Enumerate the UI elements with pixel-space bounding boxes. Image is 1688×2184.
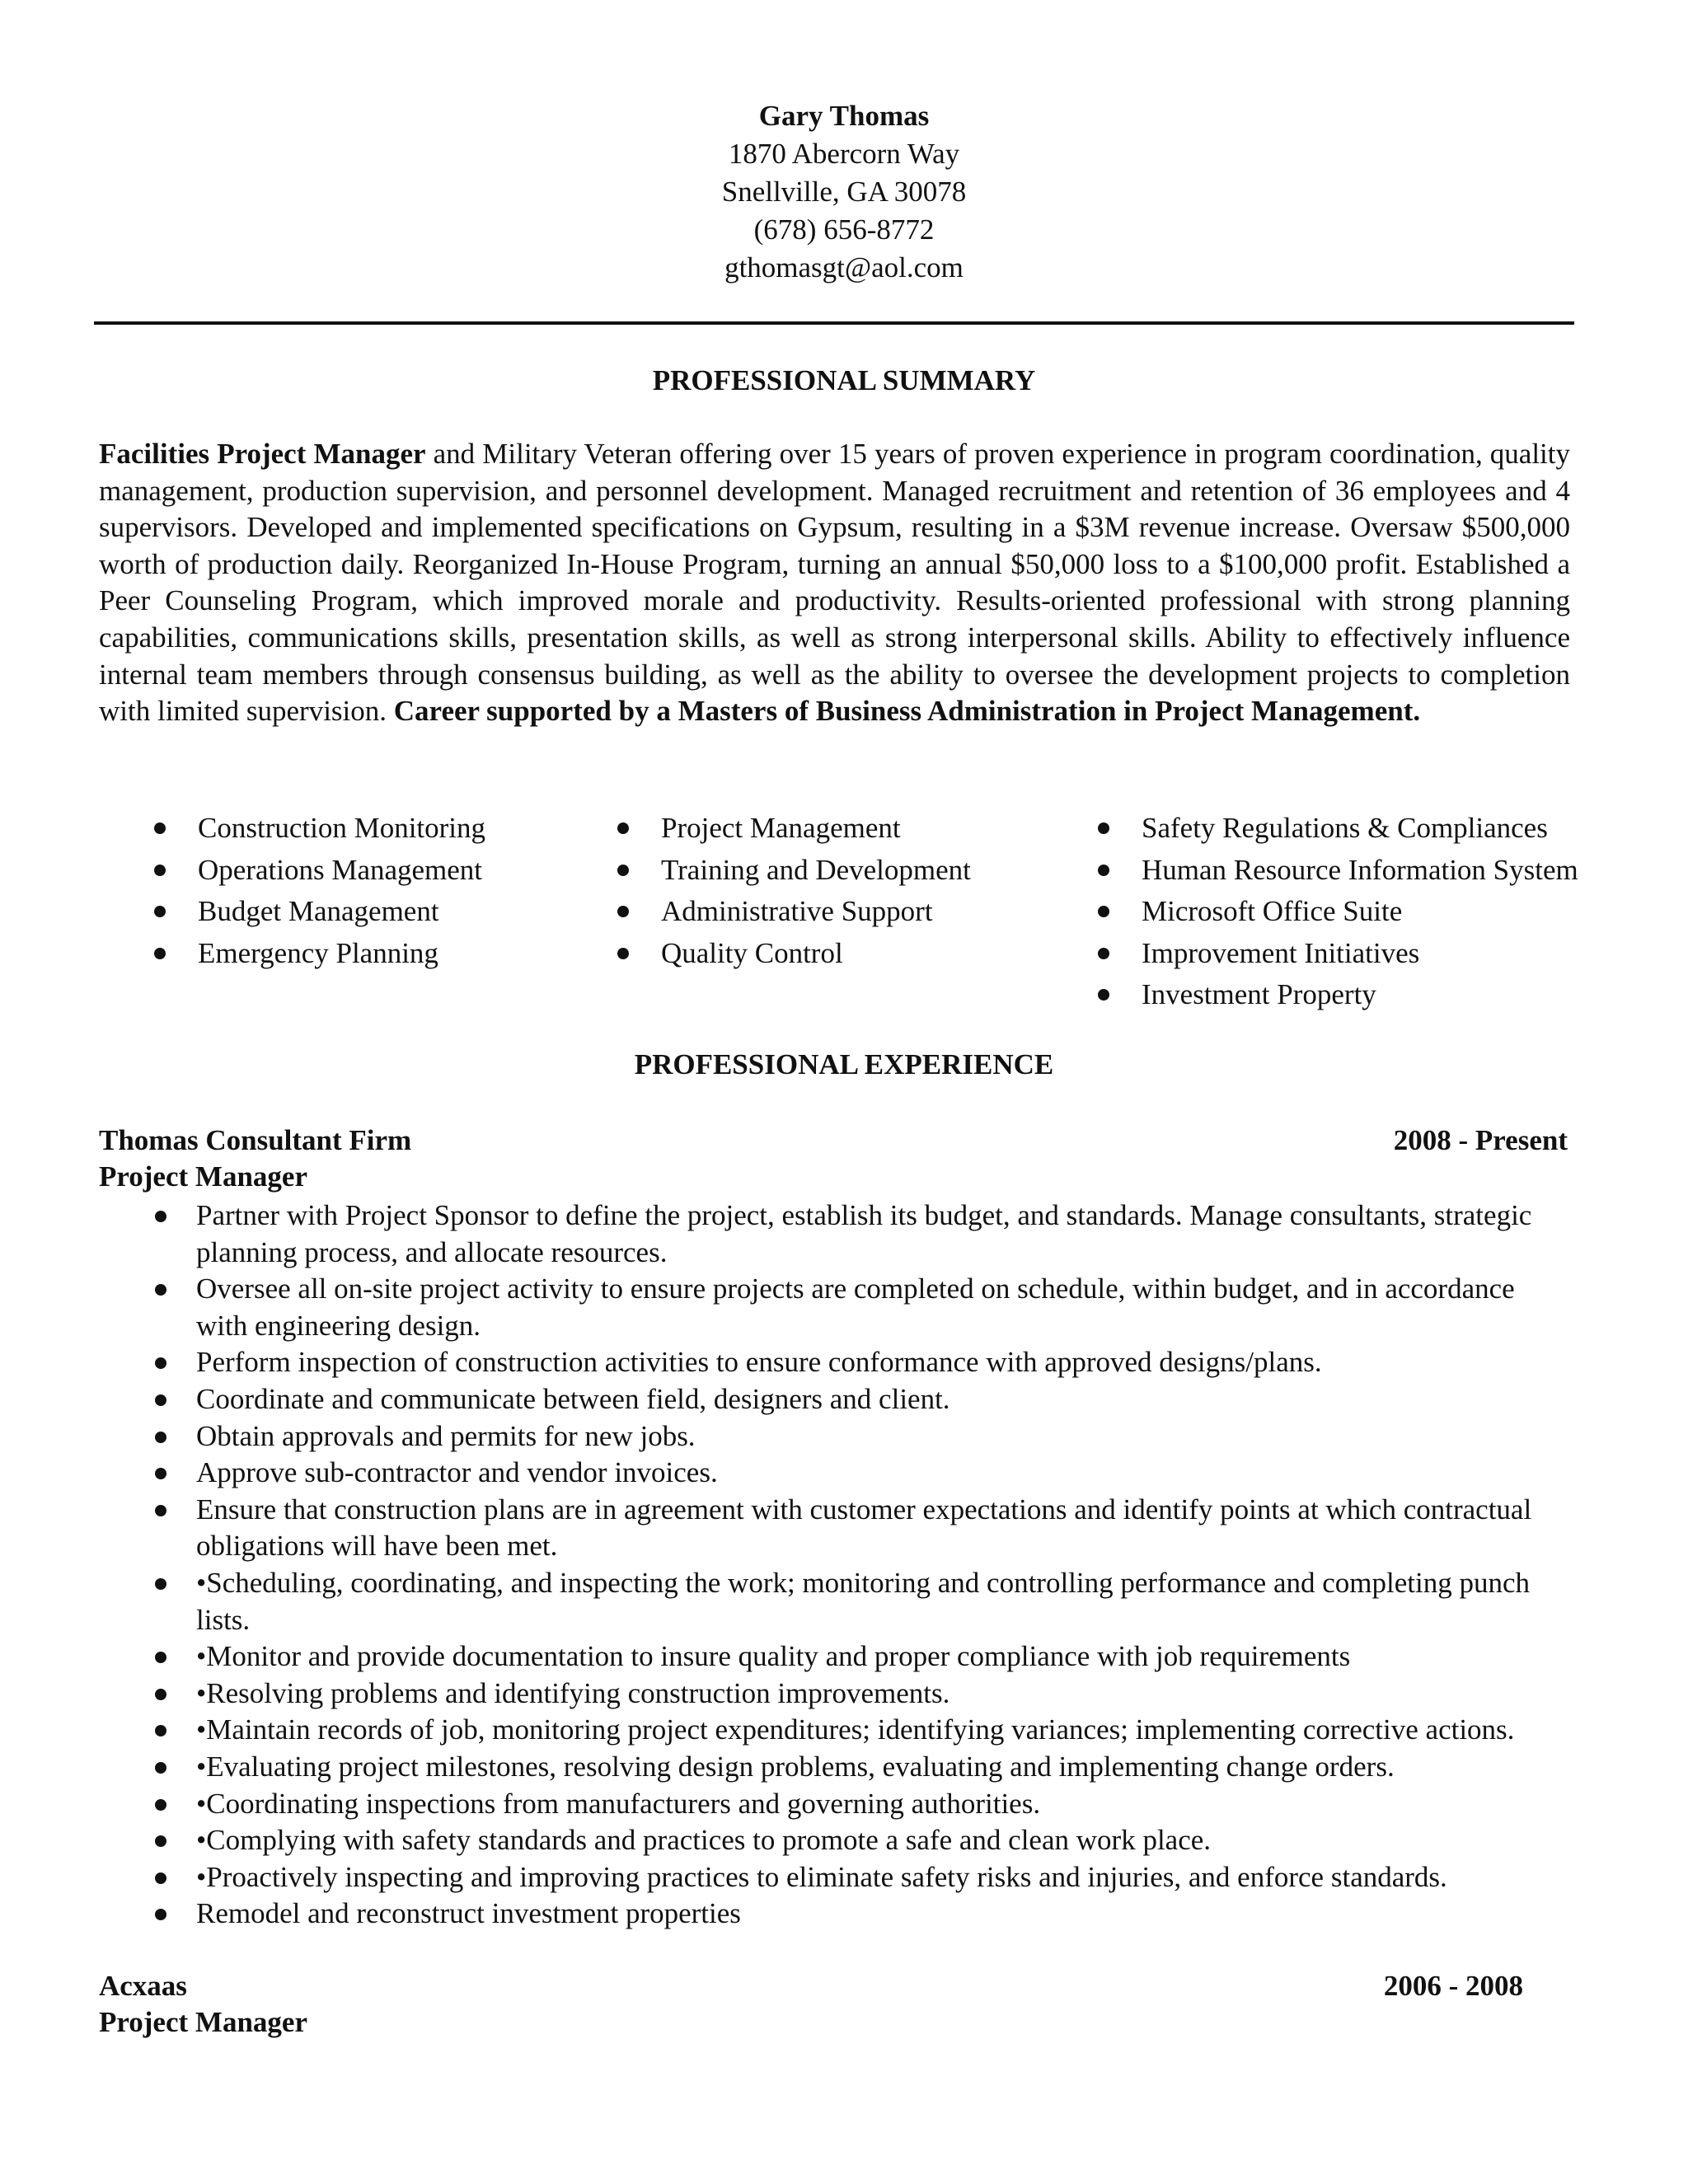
skill-item: [661, 933, 971, 975]
bullet-icon: [155, 1909, 166, 1920]
phone-number: (678) 656-8772: [753, 213, 935, 246]
bullet-icon: [1098, 989, 1109, 1001]
skill-item-text: Training and Development: [661, 853, 971, 886]
bullet-icon: [617, 948, 629, 959]
duty-item: [196, 1344, 1564, 1381]
skill-item: [198, 850, 485, 892]
bullet-icon: [155, 1725, 166, 1736]
skill-item: [661, 891, 971, 933]
duty-item-text: Partner with Project Sponsor to define the project, establish its budget, and standards. Manage consultants, strategic planning process, and allocate resources.: [196, 1199, 1532, 1268]
bullet-icon: [155, 1578, 166, 1590]
bullet-icon: [1098, 948, 1109, 959]
skill-item-text: Improvement Initiatives: [1142, 936, 1420, 969]
duty-item: [196, 1418, 1564, 1455]
duty-item: [196, 1896, 1564, 1933]
duty-item-text: Oversee all on-site project activity to ensure projects are completed on schedule, within budget, and in accordance with engineering design.: [196, 1272, 1515, 1342]
bullet-icon: [1098, 906, 1109, 917]
skill-item-text: Quality Control: [661, 936, 843, 969]
bullet-icon: [1098, 865, 1109, 876]
duty-item: [196, 1381, 1564, 1418]
skill-item: [198, 891, 485, 933]
skill-item-text: Human Resource Information System: [1142, 853, 1578, 886]
duty-item-text: Approve sub-contractor and vendor invoices.: [196, 1456, 718, 1489]
header-divider: [94, 321, 1574, 325]
bullet-icon: [155, 1432, 166, 1443]
duty-item-text: Remodel and reconstruct investment properties: [196, 1897, 741, 1930]
bullet-icon: [155, 1835, 166, 1847]
candidate-name: Gary Thomas: [758, 100, 930, 132]
skill-item: [198, 808, 485, 850]
job-1-duties: [196, 1197, 1564, 1933]
skills-column-3: [1142, 808, 1578, 1016]
skill-item: [1142, 891, 1578, 933]
skills-column-2: [661, 808, 971, 974]
duty-item-text: Ensure that construction plans are in agreement with customer expectations and identify points at which contractual obligations will have been met.: [196, 1493, 1532, 1563]
duty-item: [196, 1455, 1564, 1492]
duty-item-text: •Resolving problems and identifying construction improvements.: [196, 1676, 950, 1709]
duty-item-text: •Monitor and provide documentation to insure quality and proper compliance with job requirements: [196, 1640, 1351, 1673]
skill-item-text: Safety Regulations & Compliances: [1142, 812, 1548, 844]
job-2-company: Acxaas: [99, 1970, 187, 2002]
summary-paragraph: [99, 436, 1570, 730]
duty-item: [196, 1271, 1564, 1344]
skill-item-text: Operations Management: [198, 853, 483, 886]
job-1-company: Thomas Consultant Firm: [99, 1124, 412, 1156]
bullet-icon: [154, 948, 166, 959]
duty-item: [196, 1749, 1564, 1786]
duty-item-text: Coordinate and communicate between field, designers and client.: [196, 1382, 950, 1415]
bullet-icon: [155, 1689, 166, 1700]
skill-item-text: Emergency Planning: [198, 936, 438, 969]
duty-item-text: •Complying with safety standards and practices to promote a safe and clean work place.: [196, 1824, 1212, 1857]
bullet-icon: [617, 823, 629, 834]
bullet-icon: [155, 1652, 166, 1663]
summary-lead: Facilities Project Manager: [99, 438, 426, 470]
bullet-icon: [155, 1284, 166, 1296]
bullet-icon: [155, 1872, 166, 1884]
duty-item-text: •Scheduling, coordinating, and inspecting the work; monitoring and controlling performance and completing punch lists.: [196, 1566, 1530, 1636]
duty-item: [196, 1197, 1564, 1271]
duty-item: [196, 1492, 1564, 1565]
contact-header: [0, 97, 1688, 287]
duty-item: [196, 1638, 1564, 1675]
email-address: gthomasgt@aol.com: [724, 251, 964, 284]
duty-item: [196, 1712, 1564, 1749]
skill-item: [661, 808, 971, 850]
bullet-icon: [155, 1762, 166, 1774]
skill-item-text: Construction Monitoring: [198, 812, 486, 844]
skill-item-text: Budget Management: [198, 895, 439, 927]
bullet-icon: [154, 865, 166, 876]
skill-item: [1142, 850, 1578, 892]
bullet-icon: [155, 1357, 166, 1369]
duty-item-text: Obtain approvals and permits for new jobs.: [196, 1419, 696, 1452]
city-state-zip: Snellville, GA 30078: [721, 176, 967, 208]
bullet-icon: [155, 1468, 166, 1479]
duty-item: [196, 1786, 1564, 1823]
bullet-icon: [155, 1211, 166, 1222]
bullet-icon: [617, 906, 629, 917]
summary-body: and Military Veteran offering over 15 years of proven experience in program coordination, quality management, production supervision, and personnel development. Managed recruitment and retention of 36 employees and 4 supervisors. Developed and implemented specifications on Gypsum, resulting in a $3M revenue increase. Oversaw $500,000 worth of production daily. Reorganized In-House Program, turning an annual $50,000 loss to a $100,000 profit. Established a Peer Counseling Program, which improved morale and productivity. Results-oriented professional with strong planning capabilities, communications skills, presentation skills, as well as strong interpersonal skills. Ability to effectively influence internal team members through consensus building, as well as the ability to oversee the development projects to completion with limited supervision.: [99, 438, 1570, 728]
duty-item-text: Perform inspection of construction activities to ensure conformance with approved designs/plans.: [196, 1346, 1322, 1379]
duty-item: [196, 1822, 1564, 1859]
bullet-icon: [154, 906, 166, 917]
summary-closing: Career supported by a Masters of Business Administration in Project Management.: [393, 695, 1421, 728]
bullet-icon: [155, 1394, 166, 1406]
skill-item: [1142, 933, 1578, 975]
skill-item: [1142, 808, 1578, 850]
experience-heading: PROFESSIONAL EXPERIENCE: [634, 1048, 1054, 1080]
bullet-icon: [155, 1505, 166, 1516]
job-2-role: Project Manager: [99, 2006, 307, 2038]
duty-item-text: •Evaluating project milestones, resolving design problems, evaluating and implementing change orders.: [196, 1750, 1395, 1783]
job-1-dates: 2008 - Present: [1393, 1124, 1568, 1156]
duty-item-text: •Maintain records of job, monitoring project expenditures; identifying variances; implementing corrective actions.: [196, 1713, 1515, 1746]
bullet-icon: [1098, 823, 1109, 834]
skill-item-text: Project Management: [661, 812, 901, 844]
skill-item: [1142, 974, 1578, 1016]
street-address: 1870 Abercorn Way: [728, 138, 960, 170]
skills-column-1: [198, 808, 485, 974]
duty-item: [196, 1859, 1564, 1896]
job-2-dates: 2006 - 2008: [1383, 1970, 1523, 2002]
skill-item-text: Microsoft Office Suite: [1142, 895, 1403, 927]
bullet-icon: [617, 865, 629, 876]
skill-item: [198, 933, 485, 975]
skill-item-text: Investment Property: [1142, 978, 1376, 1010]
bullet-icon: [155, 1799, 166, 1811]
skill-item: [661, 850, 971, 892]
bullet-icon: [154, 823, 166, 834]
duty-item-text: •Proactively inspecting and improving practices to eliminate safety risks and injuries, and enforce standards.: [196, 1860, 1447, 1893]
job-1-role: Project Manager: [99, 1160, 307, 1193]
skill-item-text: Administrative Support: [661, 895, 933, 927]
summary-heading: PROFESSIONAL SUMMARY: [652, 364, 1036, 396]
duty-item: [196, 1565, 1564, 1638]
duty-item-text: •Coordinating inspections from manufacturers and governing authorities.: [196, 1787, 1041, 1820]
duty-item: [196, 1675, 1564, 1713]
